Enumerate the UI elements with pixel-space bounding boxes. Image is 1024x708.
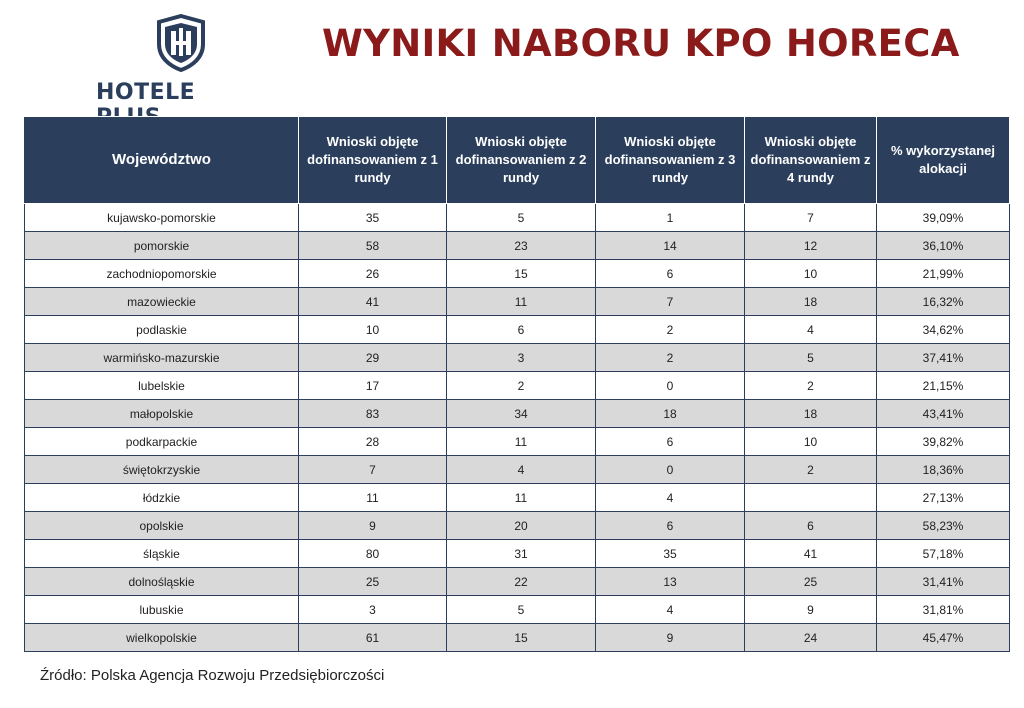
- cell-round-2: 6: [447, 316, 596, 344]
- cell-allocation: 21,15%: [877, 372, 1010, 400]
- table-row: [25, 484, 1010, 512]
- cell-round-4: 2: [745, 456, 877, 484]
- cell-allocation: 18,36%: [877, 456, 1010, 484]
- cell-round-2: 23: [447, 232, 596, 260]
- cell-allocation: 34,62%: [877, 316, 1010, 344]
- cell-region: opolskie: [25, 512, 299, 540]
- cell-round-2: 2: [447, 372, 596, 400]
- cell-round-1: 80: [299, 540, 447, 568]
- cell-round-2: 11: [447, 428, 596, 456]
- page-title: WYNIKI NABORU KPO HORECA: [322, 22, 960, 65]
- cell-round-3: 7: [596, 288, 745, 316]
- results-table: [24, 116, 1010, 652]
- cell-round-4: 12: [745, 232, 877, 260]
- cell-round-3: 0: [596, 372, 745, 400]
- cell-round-3: 18: [596, 400, 745, 428]
- cell-region: lubelskie: [25, 372, 299, 400]
- cell-round-3: 0: [596, 456, 745, 484]
- cell-round-1: 83: [299, 400, 447, 428]
- table-row: [25, 232, 1010, 260]
- table-row: [25, 372, 1010, 400]
- header-round-2: Wnioski objęte dofinansowaniem z 2 rundy: [447, 117, 596, 204]
- cell-round-3: 2: [596, 344, 745, 372]
- cell-round-1: 25: [299, 568, 447, 596]
- cell-region: mazowieckie: [25, 288, 299, 316]
- cell-round-4: 41: [745, 540, 877, 568]
- cell-round-2: 31: [447, 540, 596, 568]
- cell-round-1: 29: [299, 344, 447, 372]
- cell-round-3: 6: [596, 512, 745, 540]
- cell-round-1: 41: [299, 288, 447, 316]
- cell-region: kujawsko-pomorskie: [25, 204, 299, 232]
- header-round-1: Wnioski objęte dofinansowaniem z 1 rundy: [299, 117, 447, 204]
- cell-round-3: 2: [596, 316, 745, 344]
- cell-allocation: 57,18%: [877, 540, 1010, 568]
- cell-region: warmińsko-mazurskie: [25, 344, 299, 372]
- table-row: [25, 512, 1010, 540]
- cell-round-1: 17: [299, 372, 447, 400]
- table-row: [25, 400, 1010, 428]
- cell-round-2: 34: [447, 400, 596, 428]
- cell-round-3: 35: [596, 540, 745, 568]
- cell-round-1: 9: [299, 512, 447, 540]
- cell-region: małopolskie: [25, 400, 299, 428]
- table-row: [25, 540, 1010, 568]
- cell-round-4: [745, 484, 877, 512]
- cell-round-1: 28: [299, 428, 447, 456]
- cell-round-2: 5: [447, 204, 596, 232]
- cell-allocation: 16,32%: [877, 288, 1010, 316]
- cell-allocation: 37,41%: [877, 344, 1010, 372]
- cell-round-4: 5: [745, 344, 877, 372]
- cell-round-2: 5: [447, 596, 596, 624]
- table-row: [25, 316, 1010, 344]
- table-row: [25, 260, 1010, 288]
- cell-round-4: 6: [745, 512, 877, 540]
- cell-allocation: 31,41%: [877, 568, 1010, 596]
- cell-allocation: 45,47%: [877, 624, 1010, 652]
- cell-round-1: 61: [299, 624, 447, 652]
- cell-allocation: 58,23%: [877, 512, 1010, 540]
- cell-round-2: 15: [447, 260, 596, 288]
- cell-round-4: 7: [745, 204, 877, 232]
- logo: [96, 14, 266, 106]
- cell-region: zachodniopomorskie: [25, 260, 299, 288]
- cell-round-1: 35: [299, 204, 447, 232]
- cell-allocation: 36,10%: [877, 232, 1010, 260]
- table-header-row: [25, 117, 1010, 204]
- cell-round-1: 10: [299, 316, 447, 344]
- cell-round-1: 7: [299, 456, 447, 484]
- cell-region: wielkopolskie: [25, 624, 299, 652]
- cell-round-3: 6: [596, 428, 745, 456]
- header-region: Województwo: [25, 117, 299, 204]
- cell-round-4: 4: [745, 316, 877, 344]
- cell-allocation: 21,99%: [877, 260, 1010, 288]
- cell-round-4: 18: [745, 288, 877, 316]
- cell-region: pomorskie: [25, 232, 299, 260]
- cell-allocation: 39,09%: [877, 204, 1010, 232]
- cell-region: lubuskie: [25, 596, 299, 624]
- cell-region: dolnośląskie: [25, 568, 299, 596]
- cell-round-3: 13: [596, 568, 745, 596]
- table-row: [25, 596, 1010, 624]
- cell-region: świętokrzyskie: [25, 456, 299, 484]
- cell-round-3: 1: [596, 204, 745, 232]
- cell-round-2: 11: [447, 484, 596, 512]
- table-row: [25, 428, 1010, 456]
- table-row: [25, 624, 1010, 652]
- cell-round-4: 18: [745, 400, 877, 428]
- cell-round-3: 4: [596, 596, 745, 624]
- cell-region: śląskie: [25, 540, 299, 568]
- cell-round-2: 3: [447, 344, 596, 372]
- table-row: [25, 288, 1010, 316]
- cell-round-2: 4: [447, 456, 596, 484]
- table-row: [25, 568, 1010, 596]
- header-round-3: Wnioski objęte dofinansowaniem z 3 rundy: [596, 117, 745, 204]
- cell-round-4: 9: [745, 596, 877, 624]
- cell-allocation: 27,13%: [877, 484, 1010, 512]
- source-note: Źródło: Polska Agencja Rozwoju Przedsiębiorczości: [40, 667, 385, 684]
- header-round-4: Wnioski objęte dofinansowaniem z 4 rundy: [745, 117, 877, 204]
- cell-round-3: 14: [596, 232, 745, 260]
- header-allocation: % wykorzystanej alokacji: [877, 117, 1010, 204]
- cell-region: podlaskie: [25, 316, 299, 344]
- cell-allocation: 31,81%: [877, 596, 1010, 624]
- cell-round-2: 15: [447, 624, 596, 652]
- logo-text: HOTELE: [96, 80, 196, 105]
- cell-round-4: 2: [745, 372, 877, 400]
- table-row: [25, 204, 1010, 232]
- cell-round-2: 11: [447, 288, 596, 316]
- shield-h-icon: [156, 14, 206, 72]
- cell-round-4: 10: [745, 428, 877, 456]
- cell-round-2: 20: [447, 512, 596, 540]
- cell-allocation: 39,82%: [877, 428, 1010, 456]
- cell-round-1: 11: [299, 484, 447, 512]
- cell-region: łódzkie: [25, 484, 299, 512]
- table-row: [25, 344, 1010, 372]
- table-row: [25, 456, 1010, 484]
- cell-round-1: 3: [299, 596, 447, 624]
- cell-round-4: 25: [745, 568, 877, 596]
- cell-round-1: 26: [299, 260, 447, 288]
- cell-round-4: 24: [745, 624, 877, 652]
- cell-round-3: 4: [596, 484, 745, 512]
- cell-round-3: 9: [596, 624, 745, 652]
- cell-region: podkarpackie: [25, 428, 299, 456]
- cell-allocation: 43,41%: [877, 400, 1010, 428]
- cell-round-3: 6: [596, 260, 745, 288]
- cell-round-4: 10: [745, 260, 877, 288]
- cell-round-2: 22: [447, 568, 596, 596]
- cell-round-1: 58: [299, 232, 447, 260]
